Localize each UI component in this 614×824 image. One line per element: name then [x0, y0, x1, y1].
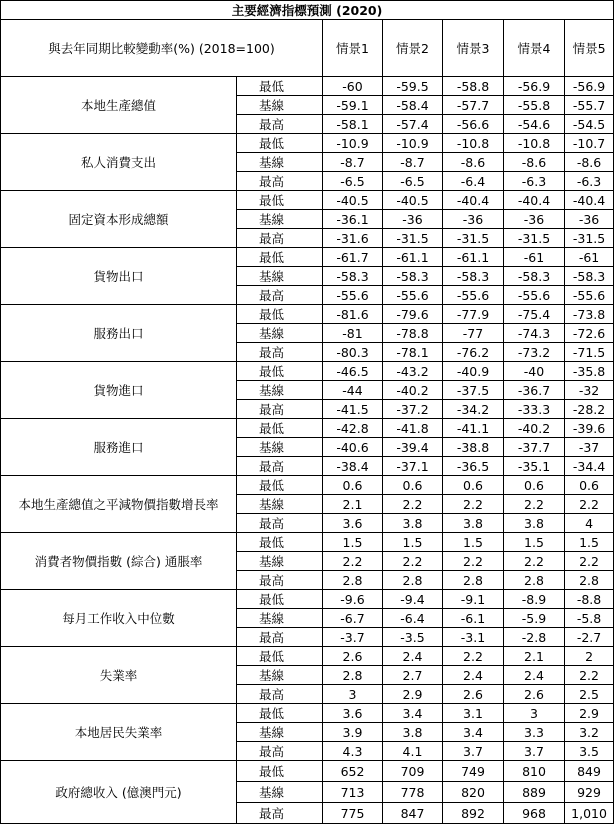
table-row: [1, 305, 614, 324]
value-cell: 1.5: [323, 533, 383, 552]
value-cell: -54.5: [565, 115, 614, 134]
level-label: 基線: [237, 782, 323, 803]
value-cell: -54.6: [504, 115, 565, 134]
value-cell: -36: [443, 210, 504, 229]
value-cell: 2.9: [565, 704, 614, 723]
value-cell: 3.2: [565, 723, 614, 742]
level-label: 最低: [237, 476, 323, 495]
value-cell: -40.2: [383, 381, 443, 400]
value-cell: 3.7: [443, 742, 504, 761]
value-cell: -78.1: [383, 343, 443, 362]
indicator-header: 與去年同期比較變動率(%) (2018=100): [1, 20, 323, 77]
value-cell: 3.7: [504, 742, 565, 761]
level-label: 最高: [237, 628, 323, 647]
value-cell: -36: [383, 210, 443, 229]
value-cell: -31.5: [383, 229, 443, 248]
indicator-name: 貨物進口: [1, 362, 237, 419]
value-cell: 3.4: [443, 723, 504, 742]
value-cell: -55.7: [565, 96, 614, 115]
title-row: [1, 1, 614, 20]
value-cell: 849: [565, 761, 614, 782]
value-cell: 820: [443, 782, 504, 803]
value-cell: -76.2: [443, 343, 504, 362]
value-cell: 2.4: [383, 647, 443, 666]
value-cell: -61.1: [383, 248, 443, 267]
value-cell: 3.8: [383, 723, 443, 742]
scenario-header: 情景2: [383, 20, 443, 77]
value-cell: 2.2: [565, 495, 614, 514]
value-cell: -77.9: [443, 305, 504, 324]
value-cell: 2.6: [323, 647, 383, 666]
value-cell: -39.6: [565, 419, 614, 438]
value-cell: 713: [323, 782, 383, 803]
value-cell: -58.3: [565, 267, 614, 286]
table-row: [1, 761, 614, 782]
value-cell: -31.6: [323, 229, 383, 248]
value-cell: -40.4: [443, 191, 504, 210]
level-label: 最高: [237, 172, 323, 191]
value-cell: -46.5: [323, 362, 383, 381]
value-cell: 2.8: [323, 571, 383, 590]
value-cell: -2.8: [504, 628, 565, 647]
value-cell: -8.7: [383, 153, 443, 172]
value-cell: 1.5: [565, 533, 614, 552]
value-cell: -6.5: [383, 172, 443, 191]
scenario-header: 情景4: [504, 20, 565, 77]
indicator-name: 固定資本形成總額: [1, 191, 237, 248]
value-cell: -55.8: [504, 96, 565, 115]
level-label: 基線: [237, 723, 323, 742]
value-cell: 892: [443, 803, 504, 824]
value-cell: -3.7: [323, 628, 383, 647]
level-label: 最低: [237, 77, 323, 96]
value-cell: 929: [565, 782, 614, 803]
value-cell: -61.7: [323, 248, 383, 267]
level-label: 最高: [237, 514, 323, 533]
value-cell: -35.1: [504, 457, 565, 476]
value-cell: -38.8: [443, 438, 504, 457]
level-label: 基線: [237, 210, 323, 229]
value-cell: -37.7: [504, 438, 565, 457]
value-cell: 2.4: [443, 666, 504, 685]
level-label: 最高: [237, 229, 323, 248]
value-cell: -57.4: [383, 115, 443, 134]
value-cell: 2.6: [443, 685, 504, 704]
value-cell: -37.5: [443, 381, 504, 400]
value-cell: 749: [443, 761, 504, 782]
value-cell: -32: [565, 381, 614, 400]
level-label: 基線: [237, 495, 323, 514]
indicator-name: 本地生產總值: [1, 77, 237, 134]
value-cell: -59.1: [323, 96, 383, 115]
table-row: [1, 590, 614, 609]
value-cell: -81: [323, 324, 383, 343]
table-row: [1, 704, 614, 723]
value-cell: -40.4: [565, 191, 614, 210]
level-label: 最低: [237, 134, 323, 153]
value-cell: -8.6: [504, 153, 565, 172]
value-cell: 2.4: [504, 666, 565, 685]
indicator-name: 服務出口: [1, 305, 237, 362]
value-cell: -9.6: [323, 590, 383, 609]
value-cell: -58.3: [323, 267, 383, 286]
value-cell: -10.9: [383, 134, 443, 153]
table-body: [1, 1, 614, 824]
value-cell: -5.9: [504, 609, 565, 628]
value-cell: 2.2: [323, 552, 383, 571]
level-label: 基線: [237, 438, 323, 457]
value-cell: -40.6: [323, 438, 383, 457]
value-cell: 4.3: [323, 742, 383, 761]
value-cell: -61.1: [443, 248, 504, 267]
value-cell: 2: [565, 647, 614, 666]
table-row: [1, 248, 614, 267]
value-cell: -36.1: [323, 210, 383, 229]
value-cell: 2.2: [383, 552, 443, 571]
value-cell: -75.4: [504, 305, 565, 324]
value-cell: -37: [565, 438, 614, 457]
value-cell: 2.2: [443, 647, 504, 666]
indicator-name: 本地居民失業率: [1, 704, 237, 761]
value-cell: -61: [504, 248, 565, 267]
indicator-name: 失業率: [1, 647, 237, 704]
level-label: 最高: [237, 286, 323, 305]
value-cell: 2.2: [443, 495, 504, 514]
value-cell: 2.2: [504, 495, 565, 514]
value-cell: -60: [323, 77, 383, 96]
value-cell: 3.8: [443, 514, 504, 533]
level-label: 最高: [237, 400, 323, 419]
value-cell: -10.9: [323, 134, 383, 153]
value-cell: -5.8: [565, 609, 614, 628]
value-cell: -40.9: [443, 362, 504, 381]
value-cell: 0.6: [565, 476, 614, 495]
value-cell: -8.6: [565, 153, 614, 172]
level-label: 最高: [237, 685, 323, 704]
level-label: 最高: [237, 742, 323, 761]
value-cell: -56.9: [565, 77, 614, 96]
value-cell: -6.3: [504, 172, 565, 191]
value-cell: -41.1: [443, 419, 504, 438]
value-cell: -44: [323, 381, 383, 400]
value-cell: -6.1: [443, 609, 504, 628]
value-cell: -39.4: [383, 438, 443, 457]
value-cell: 0.6: [443, 476, 504, 495]
value-cell: -55.6: [383, 286, 443, 305]
indicator-name: 本地生產總值之平減物價指數增長率: [1, 476, 237, 533]
value-cell: -58.3: [383, 267, 443, 286]
value-cell: -77: [443, 324, 504, 343]
indicator-name: 政府總收入 (億澳門元): [1, 761, 237, 824]
value-cell: -36.7: [504, 381, 565, 400]
value-cell: -80.3: [323, 343, 383, 362]
value-cell: -59.5: [383, 77, 443, 96]
value-cell: 1.5: [383, 533, 443, 552]
scenario-header: 情景5: [565, 20, 614, 77]
value-cell: 810: [504, 761, 565, 782]
table-row: [1, 476, 614, 495]
indicator-name: 服務進口: [1, 419, 237, 476]
value-cell: -37.1: [383, 457, 443, 476]
value-cell: 2.2: [504, 552, 565, 571]
value-cell: -2.7: [565, 628, 614, 647]
value-cell: -42.8: [323, 419, 383, 438]
value-cell: -6.5: [323, 172, 383, 191]
value-cell: -34.2: [443, 400, 504, 419]
value-cell: -8.9: [504, 590, 565, 609]
level-label: 最低: [237, 761, 323, 782]
value-cell: -57.7: [443, 96, 504, 115]
value-cell: -41.5: [323, 400, 383, 419]
value-cell: -6.3: [565, 172, 614, 191]
value-cell: 2.6: [504, 685, 565, 704]
value-cell: 0.6: [323, 476, 383, 495]
value-cell: -55.6: [565, 286, 614, 305]
value-cell: 3.4: [383, 704, 443, 723]
value-cell: 0.6: [504, 476, 565, 495]
level-label: 基線: [237, 324, 323, 343]
value-cell: -33.3: [504, 400, 565, 419]
value-cell: -71.5: [565, 343, 614, 362]
value-cell: -31.5: [443, 229, 504, 248]
table-row: [1, 77, 614, 96]
table-row: [1, 533, 614, 552]
value-cell: -58.3: [504, 267, 565, 286]
value-cell: -31.5: [565, 229, 614, 248]
value-cell: -40.4: [504, 191, 565, 210]
value-cell: -36: [565, 210, 614, 229]
value-cell: -43.2: [383, 362, 443, 381]
level-label: 最低: [237, 248, 323, 267]
value-cell: 2.2: [383, 495, 443, 514]
value-cell: 2.8: [443, 571, 504, 590]
value-cell: 778: [383, 782, 443, 803]
value-cell: 709: [383, 761, 443, 782]
level-label: 基線: [237, 552, 323, 571]
level-label: 最低: [237, 191, 323, 210]
value-cell: -9.4: [383, 590, 443, 609]
value-cell: -28.2: [565, 400, 614, 419]
level-label: 基線: [237, 381, 323, 400]
value-cell: -9.1: [443, 590, 504, 609]
value-cell: -58.3: [443, 267, 504, 286]
value-cell: 2.1: [323, 495, 383, 514]
value-cell: -40.2: [504, 419, 565, 438]
value-cell: 847: [383, 803, 443, 824]
level-label: 最低: [237, 533, 323, 552]
value-cell: 2.2: [565, 666, 614, 685]
value-cell: 2.7: [383, 666, 443, 685]
value-cell: -38.4: [323, 457, 383, 476]
value-cell: 775: [323, 803, 383, 824]
value-cell: 3.8: [504, 514, 565, 533]
value-cell: -34.4: [565, 457, 614, 476]
level-label: 最高: [237, 803, 323, 824]
value-cell: 3.6: [323, 704, 383, 723]
value-cell: -6.7: [323, 609, 383, 628]
value-cell: 2.8: [504, 571, 565, 590]
value-cell: -3.5: [383, 628, 443, 647]
indicator-name: 私人消費支出: [1, 134, 237, 191]
value-cell: 3.1: [443, 704, 504, 723]
value-cell: 2.5: [565, 685, 614, 704]
table-row: [1, 362, 614, 381]
value-cell: 2.8: [383, 571, 443, 590]
value-cell: 2.8: [565, 571, 614, 590]
level-label: 最高: [237, 115, 323, 134]
table-title: 主要經濟指標預測 (2020): [1, 1, 614, 20]
value-cell: -10.8: [504, 134, 565, 153]
value-cell: -40.5: [383, 191, 443, 210]
value-cell: -10.8: [443, 134, 504, 153]
indicator-name: 貨物出口: [1, 248, 237, 305]
value-cell: 3.6: [323, 514, 383, 533]
level-label: 基線: [237, 666, 323, 685]
value-cell: 1,010: [565, 803, 614, 824]
value-cell: -73.8: [565, 305, 614, 324]
value-cell: 3.3: [504, 723, 565, 742]
value-cell: -6.4: [443, 172, 504, 191]
scenario-header: 情景3: [443, 20, 504, 77]
level-label: 基線: [237, 96, 323, 115]
value-cell: 3: [504, 704, 565, 723]
level-label: 基線: [237, 267, 323, 286]
value-cell: -10.7: [565, 134, 614, 153]
value-cell: -58.8: [443, 77, 504, 96]
value-cell: 2.9: [383, 685, 443, 704]
value-cell: 3.5: [565, 742, 614, 761]
value-cell: -73.2: [504, 343, 565, 362]
value-cell: -6.4: [383, 609, 443, 628]
value-cell: 2.2: [565, 552, 614, 571]
value-cell: -36.5: [443, 457, 504, 476]
level-label: 最低: [237, 362, 323, 381]
value-cell: -55.6: [443, 286, 504, 305]
level-label: 最低: [237, 305, 323, 324]
value-cell: 1.5: [443, 533, 504, 552]
value-cell: -40: [504, 362, 565, 381]
value-cell: -56.6: [443, 115, 504, 134]
value-cell: 2.2: [443, 552, 504, 571]
table-row: [1, 134, 614, 153]
value-cell: -74.3: [504, 324, 565, 343]
value-cell: -41.8: [383, 419, 443, 438]
value-cell: 2.1: [504, 647, 565, 666]
value-cell: -56.9: [504, 77, 565, 96]
value-cell: -35.8: [565, 362, 614, 381]
value-cell: -55.6: [323, 286, 383, 305]
value-cell: -3.1: [443, 628, 504, 647]
level-label: 基線: [237, 609, 323, 628]
value-cell: -31.5: [504, 229, 565, 248]
level-label: 最低: [237, 590, 323, 609]
table-row: [1, 419, 614, 438]
value-cell: 889: [504, 782, 565, 803]
header-row: [1, 20, 614, 77]
value-cell: -79.6: [383, 305, 443, 324]
table-row: [1, 191, 614, 210]
level-label: 最低: [237, 647, 323, 666]
value-cell: -8.7: [323, 153, 383, 172]
value-cell: 0.6: [383, 476, 443, 495]
value-cell: 3: [323, 685, 383, 704]
value-cell: 1.5: [504, 533, 565, 552]
value-cell: 968: [504, 803, 565, 824]
scenario-header: 情景1: [323, 20, 383, 77]
value-cell: -55.6: [504, 286, 565, 305]
level-label: 最低: [237, 704, 323, 723]
table-row: [1, 647, 614, 666]
level-label: 最高: [237, 571, 323, 590]
value-cell: -81.6: [323, 305, 383, 324]
value-cell: -8.6: [443, 153, 504, 172]
value-cell: -58.1: [323, 115, 383, 134]
level-label: 基線: [237, 153, 323, 172]
value-cell: -37.2: [383, 400, 443, 419]
value-cell: -58.4: [383, 96, 443, 115]
value-cell: 4.1: [383, 742, 443, 761]
value-cell: 3.8: [383, 514, 443, 533]
indicator-name: 消費者物價指數 (綜合) 通脹率: [1, 533, 237, 590]
level-label: 最低: [237, 419, 323, 438]
value-cell: 2.8: [323, 666, 383, 685]
value-cell: 4: [565, 514, 614, 533]
level-label: 最高: [237, 457, 323, 476]
value-cell: -8.8: [565, 590, 614, 609]
value-cell: 652: [323, 761, 383, 782]
value-cell: -72.6: [565, 324, 614, 343]
value-cell: -78.8: [383, 324, 443, 343]
indicator-name: 每月工作收入中位數: [1, 590, 237, 647]
value-cell: -61: [565, 248, 614, 267]
value-cell: -40.5: [323, 191, 383, 210]
value-cell: 3.9: [323, 723, 383, 742]
value-cell: -36: [504, 210, 565, 229]
level-label: 最高: [237, 343, 323, 362]
